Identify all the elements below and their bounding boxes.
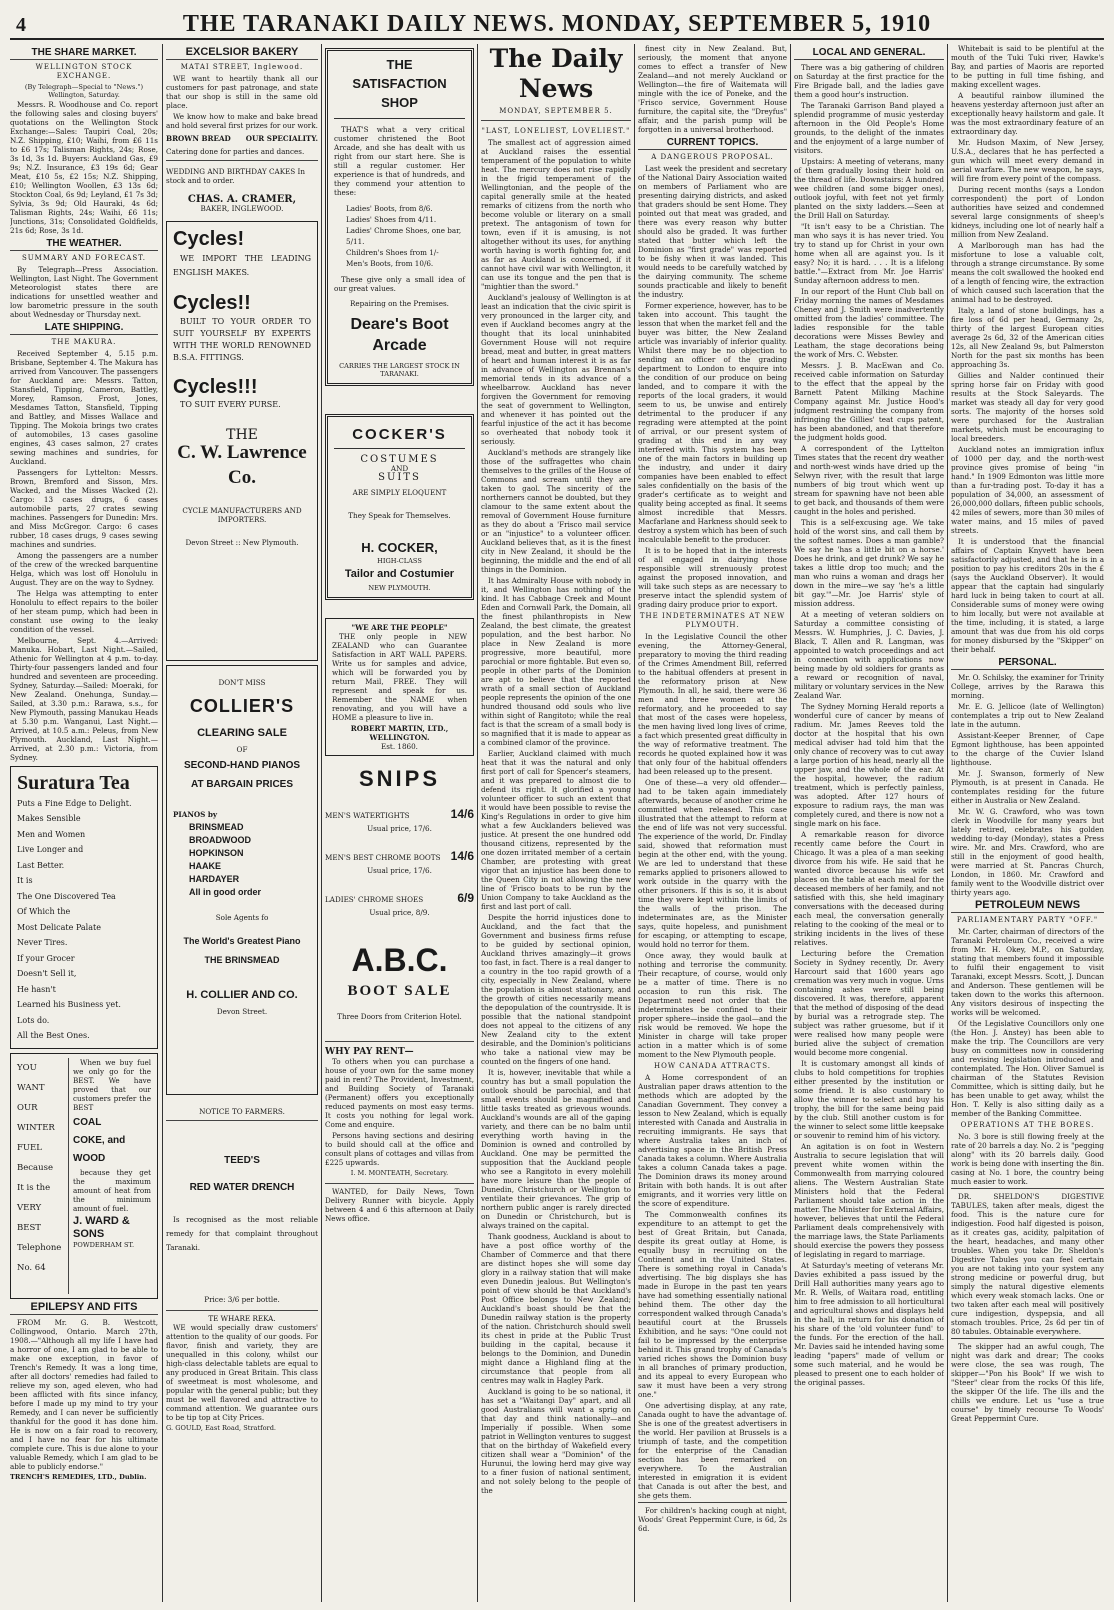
personal-item: Assistant-Keeper Brenner, of Cape Egmont lighthouse, has been appointed to the charge of the Cuvier Island lighthouse. (951, 731, 1104, 767)
snip-label: LADIES' CHROME SHOES (325, 894, 424, 904)
snip-price: 14/6 (450, 848, 474, 863)
local-item: Gillies and Nalder continued their spring horse fair on Friday with good results at the Stock Saleyards. The market was steady all day for very good sorts. The majority of the horses sold were purchased for the Australian markets, which must be encouraging to local breeders. (951, 371, 1104, 443)
ward-word: VERY (17, 1202, 42, 1213)
local-item: At Saturday's meeting of veterans Mr. Davies exhibited a pass issued by the Drill Hall authorities many years ago to Mr. R. Wells, of Waitara road, entitling him to free admission to all horticultural and agricultural shows and displays held in the hall, in return for his donation of his share of the 'old volunteer fund' to the funds. For the erection of the hall. Mr. Davies said he intended having some leading "papers" made of vellum or some such material, and he would be pleased to present one to each holder of the original passes. (794, 1261, 944, 1387)
column-rule (321, 44, 322, 1602)
editorial-date: MONDAY, SEPTEMBER 5. (481, 107, 631, 121)
lawrence-trade: CYCLE MANUFACTURERS AND IMPORTERS. (182, 506, 302, 524)
current-topics-heading: CURRENT TOPICS. (638, 138, 787, 150)
bores-heading: OPERATIONS AT THE BORES. (960, 1121, 1095, 1129)
epilepsy-text: FROM Mr. G. B. Westcott, Collingwood, Ontario. March 27th, 1908.—"Although all my life I have had a horror of one, I am glad to be able to make one exception, in favor of Trench's Remedy. It was a long time, after all doctors' remedies had failed to relieve my son, aged eleven, who had been afflicted with fits since infancy, before I made up my mind to try your Remedy, and I can never be sufficiently thankful for the good it has done him. He is now on a fair road to recovery, and I have no fear for his ultimate complete cure. This is due alone to your valuable Remedy, which I am glad to be able to publicly endorse." (10, 1317, 158, 1471)
list-item: Ladies' Shoes from 4/11. (346, 215, 437, 224)
colliers-advert (166, 665, 318, 1095)
abc-address: Three Doors from Criterion Hotel. (337, 1011, 462, 1021)
suratura-tea-advert (10, 766, 158, 1049)
ward-good: COAL (73, 1116, 102, 1128)
local-item: There was a big gathering of children on Saturday at the first practice for the Fire Brigade ball, and the ladies gave them a good hour's instruction. (794, 63, 944, 99)
martin-name: ROBERT MARTIN, LTD., WELLINGTON. (350, 723, 449, 742)
cycles-text: TO SUIT EVERY PURSE. (180, 400, 281, 409)
piano-maker: BROADWOOD (189, 835, 251, 845)
editorial-paragraph: It is, however, inevitable that while a country has but a small population the outlook should be parochial, and that small events should be magnified and little tasks treated as grievous wounds. Auckland's wounds are all of the gaping variety, and there can be no balm until everything worth having in the Dominion is owned and controlled by Auckland. One may be permitted the supposition that the Auckland people who see a Rangitoto in every molehill have more leisure than the people of Dunedin, Christchurch or Wellington to ventilate their grievances. The grip of northern public anger is rarely directed on Dunedin or Christchurch, but is always trained on the capital. (481, 1068, 631, 1230)
ward-word: Telephone (17, 1242, 62, 1253)
wanted-notice: WANTED, for Daily News, Town Delivery Runner with bicycle. Apply between 4 and 6 this afternoon at Daily News office. (325, 1183, 474, 1223)
cycles-heading: Cycles! (173, 228, 245, 250)
snip-usual: Usual price, 17/6. (367, 865, 432, 875)
colliers-by: PIANOS by (173, 810, 218, 819)
weather-subheading: SUMMARY AND FORECAST. (21, 253, 147, 262)
piano-maker: HAAKE (189, 861, 222, 871)
advert-title: Suratura Tea (17, 771, 130, 794)
colliers-brinsmead: THE BRINSMEAD (204, 955, 280, 965)
satisfaction-the: THE (386, 57, 413, 72)
editorial-paragraph: Thank goodness, Auckland is about to have a post office worthy of the Chamber of Commerce and that there are distinct hopes she will some day glory in a railway station that will make even Dunedin jealous. But Wellington's point of view should be that Auckland's Post Office belongs to New Zealand; Auckland's boast should be that the Dunedin railway station is the property of the nation. Christchurch should swell its chest in pride at the Public Trust building in the capital, because it belongs to the Dominion, and Dunedin might dance a Highland fling at the circumstance that people from all centres may walk in Hagley Park. (481, 1232, 631, 1385)
advert-line: Of Which the (17, 907, 71, 917)
column-1 (10, 44, 158, 1602)
rent-text: Persons having sections and desiring to build should call at the office and consult plans of cottages and villas from £225 upwards. (325, 1130, 474, 1167)
personal-item: Mr. O. Schilsky, the examiner for Trinity College, arrives by the Rarawa this morning. (951, 673, 1104, 700)
advert-line: Lots do. (17, 1015, 50, 1025)
bakery-owner: CHAS. A. CRAMER, (187, 194, 297, 205)
petroleum-heading: PETROLEUM NEWS (951, 901, 1104, 913)
column-rule (634, 44, 635, 1602)
rent-signature: I. M. MONTEATH, Secretary. (350, 1168, 449, 1177)
ward-intro: When we buy fuel we only go for the BEST. We have proved that our customers prefer the BEST (73, 1057, 151, 1112)
epilepsy-signature: TRENCH'S REMEDIES, LTD., Dublin. (10, 1472, 147, 1481)
advert-line: If your Grocer (17, 953, 75, 963)
canada-text: The Commonwealth confines its expenditure to an attempt to get the best of Great Britain, but Canada, despite its great outlay at Home, is equally busy in recruiting on the Continent and in the United States. There is something royal in Canada's advertising. The big displays she has made in Europe in the past ten years have had something essentially national behind them. The other day the correspondent walked through Canada's beautiful court at the Brussels Exhibition, and he says: "One could not fail to be impressed by the enterprise behind it. This grand trophy of Canada's varied riches shows the Dominion busy in all branches of primary production, and its appeal to every European who saw it must have been a very strong one." (638, 1210, 787, 1399)
cocker-name: COCKER'S (334, 425, 465, 449)
local-item: "It isn't easy to be a Christian. The man who says it is has never tried. You try to stand up for Christ in your own home when all are against you. Is it easy? No; it is hard. . . . It is a lifelong battle."—Extract from Mr. Joe Harris' Sunday afternoon address to men. (794, 222, 944, 285)
snip-item (325, 805, 474, 833)
column-rule (477, 44, 478, 1602)
abc-sale: BOOT SALE (347, 982, 452, 999)
petroleum-subheading: PARLIAMENTARY PARTY "OFF." (956, 916, 1099, 924)
local-item: A Marlborough man has had the misfortune to lose a valuable colt, through a strange circumstance. By some means the colt swallowed the hooked end of a length of fencing wire, the extraction of which caused such laceration that the animal had to be destroyed. (951, 241, 1104, 304)
ward-word: It is the (17, 1182, 51, 1193)
speciality-right: OUR SPECIALITY. (245, 134, 318, 143)
column-5 (638, 44, 787, 1602)
ward-name: J. WARD & SONS (73, 1214, 130, 1240)
ward-word: WINTER (17, 1122, 55, 1133)
ward-good: COKE, and (73, 1134, 126, 1146)
bakery-cakes: WEDDING AND BIRTHDAY CAKES In stock and to order. (166, 167, 305, 185)
colliers-world: The World's Greatest Piano (183, 936, 301, 946)
advert-line: Doesn't Sell it, (17, 969, 77, 979)
cycles-text: BUILT TO YOUR ORDER TO SUIT YOURSELF BY EXPERTS WITH THE WORLD RENOWNED B.S.A. FITTINGS. (173, 317, 311, 362)
indeterminates-text: Once away, they would baulk at nothing and terrorise the community. Their recapture, of course, would only be a matter of time. There is no occasion to run this risk. The Department need not order that the indeterminates be confined to their proper sphere—inside the gaol—and the risk would be removed. We hope the Minister in charge will take proper action in a matter which is of some moment to the New Plymouth people. (638, 951, 787, 1059)
ward-outro: because they get the maximum amount of heat from the minimum amount of fuel. (73, 1167, 151, 1213)
advert-line: Never Tires. (17, 938, 68, 948)
column-7 (951, 44, 1104, 1602)
cocker-costumes: COSTUMES (360, 453, 439, 465)
satisfaction-repair: Repairing on the Premises. (350, 299, 449, 308)
rewa-signature: G. GOULD, East Road, Stratford. (166, 1424, 277, 1432)
lawrence-address: Devon Street :: New Plymouth. (185, 538, 299, 547)
weather-heading: THE WEATHER. (10, 239, 158, 251)
makura-subheading: THE MAKURA. (51, 337, 117, 346)
cycles-heading: Cycles!! (173, 292, 251, 314)
cocker-speak: They Speak for Themselves. (348, 510, 451, 520)
lawrence-cycles-advert (166, 221, 318, 661)
share-report: Messrs. R. Woodhouse and Co. report the following sales and closing buyers' quotations on the Wellington Stock Exchange:—Sales: Taupiri Coal, 20s; N.Z. Shipping, £10; Waihi, from £6 11s to £6 17s; Talisman Rights, 24s; Rose, 3s 1d, 3s 1d. Buyers: Auckland Gas, £9 9s; N.Z. Insurance, £3 19s 6d; Gear Meat, £10 5s, £2 15s; N.Z. Shipping, £10; Wellington Woollen, £3 13s 6d; Stockton Coal, 6s 9d; Leyland, £1 7s 3d; Sylvia, 3s 9d; Old Hauraki, 4s 6d; Talisman Rights, 24s; Waihi, £6 11s; Junctions, 31s; Consolidated Goldfields, 21s 6d; Rose, 3s 1d. (10, 99, 158, 235)
advert-line: Most Delicate Palate (17, 922, 101, 932)
cocker-and: AND (390, 463, 409, 473)
local-item: The Sydney Morning Herald reports a wonderful cure of cancer by means of radium. Mr. James Reeves told the doctor at the hospital that his own medical adviser had told him that the only chance of recovery was to cut away a large portion of his head, nearly all the upper jaw, and the whole of the ear. At the hospital, however, the radium treatment, which is perfectly painless, was adopted. After 127 hours of exposure to radium rays, the man was completely cured, and there is now not a single mark on his face. (794, 702, 944, 828)
bakery-heading: EXCELSIOR BAKERY (166, 48, 318, 60)
local-item: It is customary amongst all kinds of clubs to hold competitions for trophies either presented by the institution or some friend. It is also customary to allow the winner to select and buy his trophy, the bill for the same being paid by the club. Still another custom is for the winner to select some little keepsake or souvenir to remind him of his victory. (794, 1059, 944, 1140)
column-rule (162, 44, 163, 1602)
bakery-speciality (166, 134, 318, 143)
newspaper-title: THE TARANAKI DAILY NEWS. MONDAY, SEPTEMBER 5, 1910 (182, 11, 932, 37)
ward-street: POWDERHAM ST. (73, 1240, 135, 1249)
cycles-heading: Cycles!!! (173, 376, 258, 398)
list-item: Ladies' Boots, from 8/6. (346, 204, 433, 213)
martin-text: THE only people in NEW ZEALAND who can Guarantee Satisfaction in ART WALL PAPERS. Write us for samples and advice, which will be forwarded you by return Mail, FREE. They will represent and speak for us. Remember the NAME when renovating, and you will have a HOME a pleasure to live in. (332, 631, 467, 722)
rent-text: To others when you can purchase a house of your own for the same money paid in rent? The Provident, Investment, and Building Society of Taranaki (Permanent) offers you exceptionally reduced payments on most easy terms. It costs you nothing for legal work. Come and enquire. (325, 1056, 474, 1129)
column-3 (325, 44, 474, 1602)
grading-text: Last week the president and secretary of the National Dairy Association waited on members of Parliament who are presenting dairying districts, and asked that graders should be sent Home. They pointed out that meat was graded, and there was every reason why butter should also be graded. It was further stated that butter which left the Dominion as "first grade" was reported to be fishy when it was landed. This would needs to be carefully watched by the dairying community. The scheme sounds practicable and likely to benefit the industry. (638, 164, 787, 299)
ward-word: No. 64 (17, 1262, 46, 1273)
local-item: Whitebait is said to be plentiful at the mouth of the Tuki Tuki river, Hawke's Bay, and parties of Maoris are reported to be putting in full time fishing, and making excellent wages. (951, 44, 1104, 89)
martin-wallpaper-advert (325, 618, 474, 756)
snips-heading: SNIPS (358, 765, 441, 791)
colliers-pianos: SECOND-HAND PIANOS (183, 760, 301, 771)
local-item: An agitation is on foot in Western Australia to secure legislation that will prevent white women within the Commonwealth from marrying coloured aliens. The Western Australian State Ministers hold that the Federal Parliament should take action in the matter. The Minister for External Affairs, however, believes that until the Federal Parliament deals comprehensively with the marriage laws, the State Parliaments should exercise the powers they possess of legislating in regard to marriage. (794, 1142, 944, 1259)
grading-text: It is to be hoped that in the interests of all engaged in dairying those responsible will strenuously protest against the proposed innovation, and will take such steps as are necessary to preserve intact the splendid system of grading dairy produce prior to export. (638, 546, 787, 609)
colliers-name: COLLIER'S (189, 696, 295, 716)
advert-line: Puts a Fine Edge to Delight. (17, 798, 132, 808)
local-item: At a meeting of veteran soldiers on Saturday a committee consisting of Messrs. W. Humphries, J. C. Davies, J. Black, T. Allen and R. Langman, was appointed to watch proceedings and act in connection with applications now being made by old soldiers for grants as a reward or recognition of naval, military or voluntary services in the New Zealand War. (794, 610, 944, 700)
rewa-text: WE would specially draw customers' attention to the quality of our goods. For flavor, finish and variety, they are unequalled in this colony, whilst our high-class delectable tablets are equal to any produced in Great Britain. This class of sweetmeat is most wholesome, and popular with the general public; but they must be well flavored and attractive to command attention. We guarantee ours to be tip top at City Prices. (166, 1323, 318, 1422)
shipping-text: The Helga was attempting to enter Honolulu to effect repairs to the boiler of her steam pump, which had been in constant use owing to the leaky condition of the vessel. (10, 588, 158, 634)
satisfaction-stock: CARRIES THE LARGEST STOCK IN TARANAKI. (339, 362, 460, 379)
shipping-heading: LATE SHIPPING. (10, 323, 158, 335)
shipping-text: Among the passengers are a number of the crew of the wrecked barquentine Helga, which was lost off Honolulu in August. They are on the way to Sydney. (10, 550, 158, 587)
column-rule (947, 44, 948, 1602)
editorial-paragraph: The smallest act of aggression aimed at Auckland raises the essential temperament of the population to white heat. The mercury does not rise rapidly in the frigid temperament of the Wellingtonian, and the people of the capital generally smile at the heated remarks of citizens from the north who become voluble or literary on a small pretext. The antagonism of town for town, even if it is amusing, is not altogether without its uses, for anything worth having is worth fighting for, and as far as Auckland is concerned, if it cannot have civil war with Wellington, it can use its tongue and the pen that is "mightier than the sword." (481, 138, 631, 291)
colliers-agents: Sole Agents fo (215, 913, 269, 922)
peppermint-verse: The skipper had an awful cough, The night was dark and drear; The cooks were close, the sea was rough, The skipper—"Pon his Book" If we wish to "Steer" clear from the rocks Of this life, the skipper Of the life. The ills and the chills we endure. Let us "use a true course" by timely recourse To Woods' Great Peppermint Cure. (951, 1338, 1104, 1423)
grading-text: Former experience, however, has to be taken into account. This taught the lesson that when the market fell and the buyer was bitter, the New Zealand article was invariably of inferior quality. Whilst there may be no objection to sending an officer of the grading department to London to enquire into the condition of our produce on being landed, and to compare it with the reports of the local graders, it would seem to us, be unwise and entirely detrimental to the producer if any regrading were attempted at the point of arrival, or our present system of grading at this end in any way interfered with. This system has been one of the main factors in building up the industry, and under it dairy companies have been enabled to effect sales confidentially on the basis of the grader's certificate as to weight and quality being accepted as final. It seems almost incredible that Messrs. Macfarlane and Harkness should seek to destroy a system which has been of such incalculable benefit to the producer. (638, 301, 787, 544)
cocker-town: NEW PLYMOUTH. (368, 584, 431, 593)
cocker-tailor: Tailor and Costumier (344, 568, 455, 581)
bores-text: No. 3 bore is still flowing freely at the rate of 20 barrels a day. No. 2 is "pegging along" with its 20 barrels daily. Good work is being done with inserting the 8in. casing at No. 1 bore, the country being much easier to work. (951, 1132, 1104, 1186)
lawrence-the: THE (226, 427, 258, 443)
advert-line: Makes Sensible (17, 814, 81, 824)
indeterminates-text: In the Legislative Council the other evening, the Attorney-General, preparatory to moving the third reading of the Crimes Amendment Bill, referred to the habitual offenders at present in the reformatory prison at New Plymouth. In all, he said, there were 36 men and three women at the reformatory, and he proceeded to say that most of the cases were hopeless, the men having lived long lives of crime, a fact which presented great difficulty in the way of reformative treatment. The records he quoted explained how it was that only four of the habitual offenders had been released up to the present. (638, 632, 787, 776)
teed-price: Price: 3/6 per bottle. (204, 1295, 280, 1304)
column-2 (166, 44, 318, 1602)
personal-item: Mr. J. Swanson, formerly of New Plymouth, is at present in Canada. He contemplates residing for the future either in Australia or New Zealand. (951, 769, 1104, 805)
snip-item (325, 889, 474, 917)
speciality-left: BROWN BREAD (166, 134, 231, 143)
indeterminates-text: One of these—a very old offender—had to be taken again immediately afterwards, because of another crime he committed when released. This case illustrated that the attempt to reform at the end of life was not very successful. The experience of the world, Dr. Findlay said, showed that reformation must begin at the other end, with the young. We are led to understand that these remarks applied to prisoners allowed to work outside in the quarry with the other prisoners. If this is so, it is about time they were kept within the limits of the walls of the prison. The indeterminates are, as the Minister says, quite hopeless, and punishment for escaping, or attempting to escape, would hold no terror for them. (638, 778, 787, 949)
cocker-advert (325, 414, 474, 600)
local-item: A remarkable reason for divorce recently came before the Court in Chicago. It was a plea of a man seeking divorce from his wife. He said that he wanted divorce because his wife set places on the table at each meal for the deceased members of her family, and not satisfied with this, she held imaginary conversations with the deceased during each meal, the conversation generally relating to the cooking of the meal or to striking incidents in the lives of these relatives. (794, 830, 944, 947)
editorial-paragraph: Auckland's methods are strangely like those of the suffragettes who chain themselves to the grilles of the House of Commons and scream until they are taken to gaol. The sincerity of the northerners cannot be doubted, but they clamour to the same extent about the removal of Government House furniture as they do about a 'Frisco mail service or an "injustice" to a volunteer officer. Auckland believes that, as it is the finest city in New Zealand, it should be the beginning, the middle and the end of all things in the Dominion. (481, 448, 631, 574)
list-item: Children's Shoes from 1/- (346, 248, 439, 257)
farmers-heading: NOTICE TO FARMERS. (166, 1107, 318, 1121)
local-item: This is a self-excusing age. We take hold of the worst sins, and call them by the softest names. Does a man gamble? We say he 'has a little bit on a horse.' Does he drink, and get drunk? We say he takes a little drop too much; and the man who ruins a woman and drags her down in the mire—we say 'he's a little bit gay.'"—Mr. Joe Harris' style of mission address. (794, 518, 944, 608)
editorial-paragraph: Despite the horrid injustices done to Auckland, and the fact that the Government and business firms refuse to be guided by sectional opinion, Auckland thrives amazingly—it grows too fast, in fact. There is a real danger to a country in the too rapid growth of a city, especially in New Zealand, where the population is almost stationary, and the growth of cities necessarily means the depopulation of the countryside. It is possible that the national standpoint does not appeal to the citizens of any New Zealand city to the extent desirable, and the Dominion's politicians who take a national view may be counted on the fingers of one hand. (481, 913, 631, 1066)
grading-heading: A DANGEROUS PROPOSAL. (651, 153, 774, 161)
ward-word: FUEL (17, 1142, 42, 1153)
piano-maker: BRINSMEAD (189, 822, 244, 832)
colliers-street: Devon Street. (216, 1007, 268, 1016)
cocker-sign: H. COCKER, (361, 539, 438, 555)
local-item: Lecturing before the Cremation Society in Sydney recently, Dr. Avery Harcourt said that 1600 years ago cremation was very much in vogue. Urns containing ashes were still being discovered. It was, therefore, apparent that the method of disposing of the dead by burial was a retrograde step. The subject was rather gruesome, but if it were realised how many people were buried alive the subject of cremation would become more congenial. (794, 949, 944, 1057)
cocker-tag: ARE SIMPLY ELOQUENT (352, 487, 447, 497)
piano-order: All in good order (189, 887, 261, 897)
advert-line: Men and Women (17, 829, 86, 839)
colliers-dont-miss: DON'T MISS (218, 678, 266, 687)
local-general-heading: LOCAL AND GENERAL. (794, 48, 944, 60)
local-item: In our report of the Hunt Club ball on Friday morning the names of Mesdames Cheney and J. Smith were inadvertently omitted from the ladies' committee. The ladies responsible for the table decorations were Misses Bewley and Leatham, the stage decorations being the work of Mrs. C. Webster. (794, 287, 944, 359)
bakery-address: MATAI STREET, Inglewood. (180, 63, 304, 71)
piano-maker: HARDAYER (189, 874, 240, 884)
column-6 (794, 44, 944, 1602)
epilepsy-heading: EPILEPSY AND FITS (10, 1303, 158, 1315)
personal-item: Mr. E. G. Jellicoe (late of Wellington) contemplates a trip out to New Zealand late in the autumn. (951, 702, 1104, 729)
canada-text: A Home correspondent of an Australian paper draws attention to the methods which are adopted by the Canadian Government. They convey a lesson to New Zealand, which is equally interested with Canada and Australia in recruiting immigrants. He says that where Australia takes an inch of advertising space in the British Press Canada takes a column. Where Australia takes a column Canada takes a page. The Dominion draws its money around Britain with both hands. It is out after emigrants, and it worries very little on the score of expenditure. (638, 1073, 787, 1208)
ward-goods (73, 1114, 151, 1168)
indeterminates-heading: THE INDETERMINATES AT NEW PLYMOUTH. (639, 612, 786, 629)
share-subheading: WELLINGTON STOCK EXCHANGE. (35, 63, 133, 80)
colliers-prices: AT BARGAIN PRICES (190, 779, 294, 790)
newspaper-page (10, 8, 1104, 1602)
masthead (10, 8, 1104, 40)
column-4 (481, 44, 631, 1602)
sheldon-advert: DR. SHELDON'S DIGESTIVE TABULES, taken after meals, digest the food. This is the nature cure for indigestion. Food half digested is poison, as it creates gas, acidity, palpitation of the heart, headaches, and many other troubles. When you take Dr. Sheldon's Digestive Tabules you can feel certain you are not taking into your system any strong medicine or powerful drug, but simply the natural digestive elements which every weak stomach lacks. One or two taken after each meal will positively cure indigestion, dyspepsia, and all stomach troubles. Price, 2s 6d per tin of 80 tabules. Obtainable everywhere. (951, 1188, 1104, 1336)
editorial-heading: "LAST, LONELIEST, LOVELIEST." (481, 127, 631, 135)
petroleum-text: Of the Legislative Councillors only one (the Hon. J. Anstey) has been able to make the trip. The Councillors are very busy on committees now in considering and revising legislation introduced and contemplated. The Hon. Oliver Samuel is chairman of the Statutes Revision Committee, which is sitting daily, but he has been unable to get away, whilst the Hon. T. Kelly is also sitting daily as a member of the Banking Committee. (951, 1019, 1104, 1118)
local-item: Auckland notes an immigration influx of 1000 per day, and the north-west province gives promise of being "in hand." In 1909 Edmonton was little more than a fur-trading post. To-day it has a population of 34,000, an assessment of 26,000,000 dollars, fifteen public schools, 42 miles of sewers, more than 30 miles of water mains, and 15 miles of paved streets. (951, 445, 1104, 535)
canada-text: One advertising display, at any rate, Canada ought to have the advantage of. She is one of the greatest advertisers in the world. Her pavilion at Brussels is a triumph of taste, and the competition for the enterprise of the Canadian section has been remarked on everywhere. To the Australian interested in emigration it is evident that Canada is out after the best, and she gets them. (638, 1401, 787, 1500)
local-item: Italy, a land of stone buildings, has a fire loss of 6d per head, Germany 2s, thirty of the largest European cities average 2s 6d, 32 of the American cities 12s, all New Zealand 9s, but Palmerston North for the past six months has been approaching 3s. (951, 306, 1104, 369)
editorial-paragraph: It has Admiralty House with nobody in it, and Wellington has nothing of the kind. It has Cabbage Creek and Mount Eden and Cornwall Park, the Domain, all the finest philanthropists in New Zealand, the best climate, the greatest population, and the best harbor. No place in New Zealand is more progressive, more beautiful, more parochial or more fightable. But even so, people in other parts of the Dominion are apt to believe that the reported wrath of a small section of Auckland people represents the opinion of the one hundred thousand odd souls who live within sight of Rangitoto; while the real fact is that the scream of a small body is so magnified that it is made to appear as a combined clamor of the province. (481, 576, 631, 747)
local-item: During recent months (says a London correspondent) the port of London authorities have seized and condemned several large consignments of sheep's kidneys, including one lot of nearly half a million from New Zealand. (951, 185, 1104, 239)
snip-label: MEN'S BEST CHROME BOOTS (325, 852, 441, 862)
local-item: A beautiful rainbow illumined the heavens yesterday afternoon just after an exceptionally heavy hailstorm and gale. It was the most extraordinary feature of an extraordinary day. (951, 91, 1104, 136)
local-item: Messrs. J. B. MacEwan and Co. received cable information on Saturday to the effect that the appeal by the Barnett Patent Milking Machine Company against Mr. Justice Hood's judgment restraining the company from infringing the Gillies' teat cups patent, has been abandoned, and that therefore the judgment holds good. (794, 361, 944, 442)
canada-heading: HOW CANADA ATTRACTS. (653, 1062, 771, 1070)
colliers-makers (173, 821, 311, 899)
weather-text: By Telegraph—Press Association. Wellington, Last Night. The Government Meteorologist states there are indications for unsettled weather and low barometric pressure in the south about Wednesday or Thursday next. (10, 264, 158, 319)
editorial-continued: finest city in New Zealand. But, seriously, the moment that anyone comes to effect a transfer of New Zealand—and not merely Auckland or Wellington—the fire of Waitemata will mingle with the ice of Poneke, and the 'Frisco service, Government House furniture, the capital site, the "Dreyfus" affair, and the parish pump will be forgotten in a universal brotherhood. (638, 44, 787, 134)
share-byline: (By Telegraph—Special to "News.") Wellington, Saturday. (24, 83, 144, 100)
ward-word: YOU (17, 1062, 37, 1073)
colliers-sale: CLEARING SALE (197, 727, 287, 739)
advert-line: Live Longer and (17, 845, 84, 855)
snip-price: 6/9 (457, 890, 474, 905)
share-market-heading: THE SHARE MARKET. (10, 48, 158, 60)
advert-line: He hasn't (17, 984, 56, 994)
cocker-suits: SUITS (378, 471, 421, 483)
local-item: It is understood that the financial affairs of Captain Knyvett have been satisfactorily adjusted, and that he is in a position to pay his creditors 20s in the £ (says the Auckland Observer). It would appear that the captain had singularly hard luck in being taken to court at all. Considerable sums of money were owing to him locally, but were not available at the time, including, it is stated, a large amount that was due from his old corps for money disbursed by the "Skipper" on their behalf. (951, 537, 1104, 654)
personal-heading: PERSONAL. (951, 658, 1104, 670)
abc-name: A.B.C. (351, 941, 448, 978)
piano-maker: HOPKINSON (189, 848, 244, 858)
colliers-of: OF (236, 745, 248, 754)
advert-line: It is (17, 876, 33, 886)
personal-item: Mr. W. G. Crawford, who was town clerk in Woodville for many years but lately retired, celebrates his golden wedding to-day (Monday), states a Press wire. Mr. and Mrs. Crawford, who are still in the enjoyment of good health, were married at St. Pancras Church, London, in 1860. Mr. Crawford and family went to the Woodville district over thirty years ago. (951, 807, 1104, 897)
local-item: The Taranaki Garrison Band played a splendid programme of music yesterday afternoon in the Old People's Home grounds, to the delight of the inmates and the enjoyment of a large number of visitors. (794, 101, 944, 155)
advert-line: The One Discovered Tea (17, 891, 116, 901)
shipping-text: Passengers for Lyttelton: Messrs. Brown, Bremford and Sisson, Mrs. Wacked, and the Misses Wacked (2). Cargo: 13 cases drugs, 6 cases automobile parts, 27 crates sewing machines. Passengers for Dunedin: Mrs. and Miss McGregor. Cargo: 6 cases rubber, 18 cases drugs, 9 cases sewing machines and sundries. (10, 467, 158, 549)
martin-established: Est. 1860. (381, 741, 418, 751)
ward-fuel-advert (10, 1053, 158, 1299)
satisfaction-note: These give only a small idea of our great values. (334, 275, 465, 293)
ward-word: Because (17, 1162, 53, 1173)
local-item: Upstairs: A meeting of veterans, many of them gradually losing their hold on the thread of life. Downstairs: A hundred wee children (and some bigger ones), outlook joyful, with feet not yet firmly planted on the sixty ladders.—Seen at the Drill Hall on Saturday. (794, 157, 944, 220)
ward-good: WOOD (73, 1152, 106, 1164)
cocker-class: HIGH-CLASS (377, 556, 422, 565)
snips-list (325, 805, 474, 917)
bakery-text: WE want to heartily thank all our customers for past patronage, and state that our shop is still in the same old place. (166, 74, 318, 110)
satisfaction-arcade: Deare's Boot Arcade (350, 316, 449, 354)
bakery-text: We know how to make and bake bread and hold several first prizes for our work. (166, 112, 318, 130)
satisfaction-list (334, 203, 465, 269)
teed-name: TEED'S (224, 1155, 260, 1166)
ward-word: OUR (17, 1102, 38, 1113)
column-rule (790, 44, 791, 1602)
teed-product: RED WATER DRENCH (189, 1182, 295, 1193)
advert-line: Learned his Business yet. (17, 1000, 121, 1010)
shipping-text: Melbourne, Sept. 4.—Arrived: Manuka. Hobart, Last Night.—Sailed, Athenic for Wellington at 4 p.m. to-day. Thirty-four passengers landed and four hundred and seventeen are proceeding. Sydney, Saturday.—Sailed: Moeraki, for New Zealand. Onehunga, Sunday.—Sailed, at 3.30 p.m.: Rarawa, s.s., for New Plymouth, passing Manukau Heads at 5.30 p.m. Wanganui, Last Night.—Arrived, at 10.5 a.m.: Peleus, from New Plymouth. Auckland, Last Night.—Arrived, at 2.30 p.m.: Victoria, from Sydney. (10, 635, 158, 762)
cycles-text: WE IMPORT THE LEADING ENGLISH MAKES. (173, 254, 311, 277)
bakery-trade: BAKER, INGLEWOOD. (200, 204, 284, 213)
bakery-catering: Catering done for parties and dances. (166, 147, 318, 161)
ward-left-column (17, 1058, 69, 1294)
editorial-paragraph: Auckland's jealousy of Wellington is at least an indication that the civic spirit is very pronounced in the larger city, and even if Auckland becomes angry at the thought that its local uninhabited Government House will not require bread, meat and butter, in great matters of heart and human interest it is as far in advance of Wellington as Brennan's memorial tends in its advance of a wheelbarrow. Auckland has never forgiven the Government for removing the seat of government to Wellington, and whenever it has pointed out the fearful injustice of the act it has become so overheated that nobody took it seriously. (481, 293, 631, 446)
cough-notice: For children's hacking cough at night, Woods' Great Peppermint Cure, is 6d, 2s 6d. (638, 1502, 787, 1533)
satisfaction-text: THAT'S what a very critical customer christened the Boot Arcade, and she has dealt with us right from our start here. She is still a regular customer. Her experience is that of hundreds, and they commend your attention to these: (334, 125, 465, 197)
page-number: 4 (16, 14, 26, 36)
snip-usual: Usual price, 17/6. (367, 823, 432, 833)
ward-right-column (73, 1058, 151, 1294)
editorial-paragraph: Earlier, Auckland claimed with much heat that it was the natural and only first port of call for Spencer's steamers, and it was prepared to almost die to defend its right. It glorified a young volunteer officer to such an extent that it would have been possible to revise the King's Regulations in order to give him what a few Aucklanders believed was justice. At present the one hundred odd thousand citizens, represented by the one dozen irritated member of a certain Chamber, are protesting with great vigor that an injustice has been done to the Queen City in not allowing the new line of 'Frisco boats to be run by the Union Company to take Auckland as the first and last port of call. (481, 749, 631, 911)
martin-heading: "WE ARE THE PEOPLE" (351, 622, 448, 632)
lawrence-name: C. W. Lawrence Co. (177, 442, 307, 488)
list-item: Men's Boots, from 10/6. (346, 259, 434, 268)
snip-item (325, 847, 474, 875)
advert-line: Last Better. (17, 860, 65, 870)
list-item: Ladies' Chrome Shoes, one bar, 5/11. (346, 226, 462, 246)
colliers-firm: H. COLLIER AND CO. (186, 989, 298, 1001)
shipping-text: Received September 4, 5.15 p.m. Brisbane, September 4. The Makura has arrived from Vancouver. The passengers for Auckland are: Messrs. Tatton, Stansfield, Tipping, Cameron, Battley, Morey, Ramson, Frost, Jones, Mesdames Tatton, Stansfield, Tipping and Battley, and Misses Wallace and Tipping. The Mokoia brings two crates of automobiles, 13 cases gasoline engines, 43 cases salmon, 27 crates sewing machines and sundries, for Auckland. (10, 348, 158, 466)
rewa-heading: TE WHARE REKA. (166, 1310, 318, 1323)
local-item: A correspondent of the Lyttelton Times states that the recent dry weather and north-west winds have dried up the Selwyn river, with the result that large numbers of big trout which went up stream for spawning have not been able to get back, and thousands of them were caught in the holes and perished. (794, 444, 944, 516)
snip-price: 14/6 (450, 806, 474, 821)
advert-line: All the Best Ones. (17, 1031, 90, 1041)
ward-word: BEST (17, 1222, 41, 1233)
editorial-paragraph: Auckland is going to be so national, it has set a "Waitangi Day" apart, and all good Australians will want a sprig on that day and think nationally—and Imperially if possible. When some patriot in Wellington ventures to suggest that on the birthday of Wakefield every citizen shall wear a "Dominion" of the Hurunui, the lowing herd may give way to a finer fusion of national sentiment, and not solely belong to the people of the (481, 1387, 631, 1495)
editorial-masthead: The Daily News (489, 44, 623, 103)
satisfaction-shop-advert (325, 48, 474, 386)
petroleum-text: Mr. Carter, chairman of directors of the Taranaki Petroleum Co., received a wire from Mr. H. Okey, M.P., on Saturday, stating that members found it impossible to fulfil their engagement to visit Taranaki, except Messrs. Scott, J. Duncan and Anderson. These gentlemen will be taken down to the works this afternoon. Any visitors desirous of inspecting the works will be welcomed. (951, 927, 1104, 1017)
satisfaction-name: SATISFACTION SHOP (334, 74, 465, 119)
snip-label: MEN'S WATERTIGHTS (325, 810, 410, 820)
rent-heading: WHY PAY RENT— (325, 1041, 474, 1057)
snip-usual: Usual price, 8/9. (369, 907, 430, 917)
ward-word: WANT (17, 1082, 45, 1093)
teed-text: Is recognised as the most reliable remedy for that complaint throughout Taranaki. (166, 1215, 318, 1252)
local-item: Mr. Hudson Maxim, of New Jersey, U.S.A., declares that he has perfected a gun which will meet every demand in aerial warfare. The new weapon, he says, will fire from every point of the compass. (951, 138, 1104, 183)
